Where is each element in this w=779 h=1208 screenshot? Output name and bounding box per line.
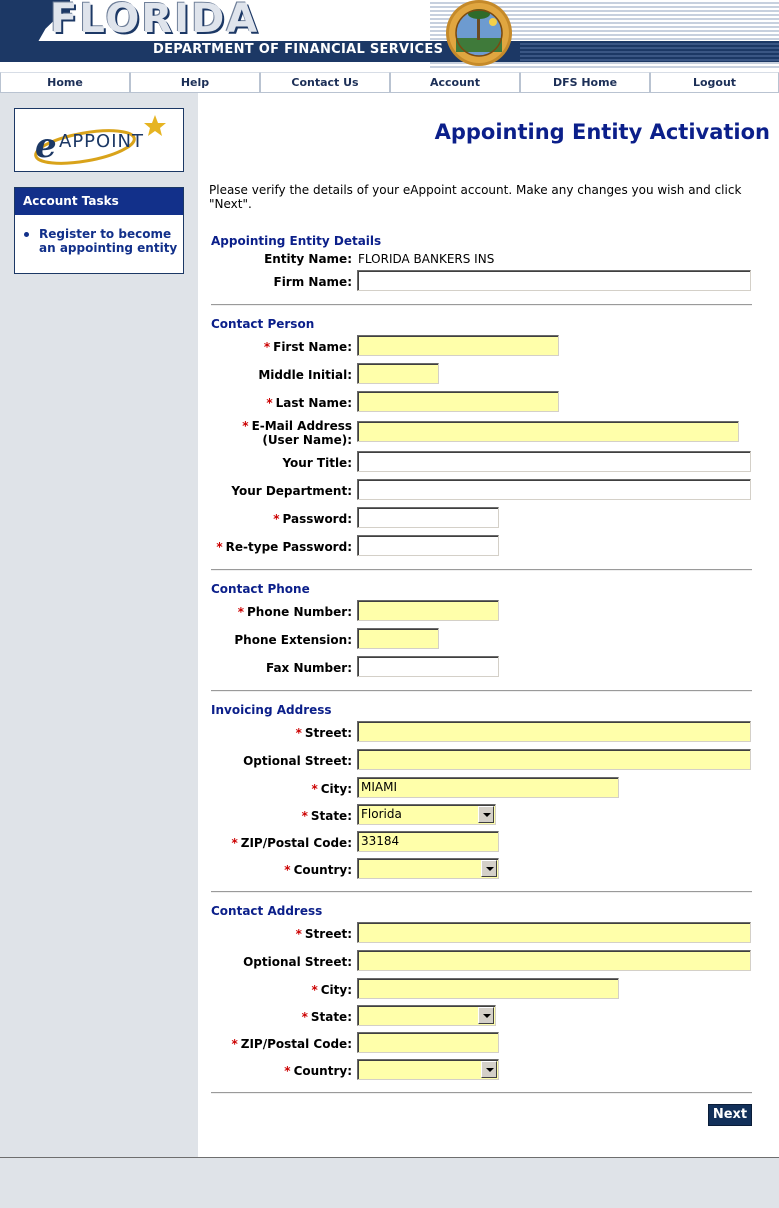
password-input[interactable] (357, 507, 499, 528)
retype-password-label: * Re-type Password: (216, 540, 352, 554)
divider (211, 1092, 752, 1094)
required-marker: * (273, 512, 280, 526)
email-input[interactable] (357, 421, 739, 442)
fax-number-input[interactable] (357, 656, 499, 677)
contact-city-input[interactable] (357, 978, 619, 999)
firm-name-input[interactable] (357, 270, 751, 291)
left-sidebar (0, 93, 198, 1157)
required-marker: * (266, 396, 273, 410)
nav-help[interactable]: Help (130, 72, 260, 93)
contact-country-label: * Country: (284, 1064, 352, 1078)
password-label: * Password: (273, 512, 352, 526)
required-marker: * (242, 419, 249, 433)
contact-state-select[interactable] (357, 1005, 496, 1026)
email-label: * E-Mail Address (User Name): (242, 419, 352, 447)
contact-state-label: * State: (301, 1010, 352, 1024)
chevron-down-icon[interactable] (478, 1007, 494, 1024)
task-register-label: Register to become an appointing entity (39, 227, 178, 255)
task-register-link[interactable] (15, 215, 183, 255)
section-contact-person: Contact Person (211, 317, 315, 331)
firm-name-label: Firm Name: (273, 275, 352, 289)
state-name: FLORIDA (50, 0, 260, 42)
chevron-down-icon[interactable] (478, 806, 494, 823)
required-marker: * (237, 605, 245, 619)
required-marker: * (216, 540, 223, 554)
department-input[interactable] (357, 479, 751, 500)
contact-street-label: * Street: (295, 927, 352, 941)
contact-zip-label: * ZIP/Postal Code: (231, 1037, 352, 1051)
phone-extension-label: Phone Extension: (234, 633, 352, 647)
phone-number-input[interactable] (357, 600, 499, 621)
invoice-zip-input[interactable]: 33184 (357, 831, 499, 852)
invoice-zip-label: * ZIP/Postal Code: (231, 836, 352, 850)
required-marker: * (301, 809, 308, 823)
next-button[interactable]: Next (708, 1104, 752, 1126)
required-marker: * (231, 1037, 238, 1051)
required-marker: * (311, 983, 318, 997)
required-marker: * (295, 726, 302, 740)
page-title: Appointing Entity Activation (434, 120, 770, 144)
divider (211, 690, 752, 692)
required-marker: * (284, 1064, 291, 1078)
title-input[interactable] (357, 451, 751, 472)
nav-dfs-home[interactable]: DFS Home (520, 72, 650, 93)
eappoint-logo-graphic (15, 109, 185, 173)
contact-optional-street-input[interactable] (357, 950, 751, 971)
section-contact-address: Contact Address (211, 904, 323, 918)
title-label: Your Title: (282, 456, 352, 470)
required-marker: * (295, 927, 302, 941)
eappoint-logo (14, 108, 184, 172)
logo-text: APPOINT (59, 131, 144, 152)
required-marker: * (263, 340, 271, 354)
banner-bar-fade (520, 41, 779, 62)
invoice-street-input[interactable] (357, 721, 751, 742)
invoice-optional-street-input[interactable] (357, 749, 751, 770)
state-seal-icon (443, 0, 515, 70)
section-invoicing-address: Invoicing Address (211, 703, 332, 717)
entity-name-label: Entity Name: (264, 252, 352, 266)
invoice-optional-street-label: Optional Street: (243, 754, 352, 768)
middle-initial-label: Middle Initial: (258, 368, 352, 382)
invoice-country-select[interactable] (357, 858, 499, 879)
last-name-label: * Last Name: (266, 396, 352, 410)
phone-extension-input[interactable] (357, 628, 439, 649)
required-marker: * (311, 782, 318, 796)
divider (211, 304, 752, 306)
nav-contact-us[interactable]: Contact Us (260, 72, 390, 93)
nav-account[interactable]: Account (390, 72, 520, 93)
required-marker: * (301, 1010, 308, 1024)
invoice-state-value: Florida (361, 807, 402, 821)
invoice-state-select[interactable] (357, 804, 496, 825)
fax-number-label: Fax Number: (265, 661, 352, 675)
intro-text: Please verify the details of your eAppoint account. Make any changes you wish and click "Next". (209, 183, 742, 211)
contact-optional-street-label: Optional Street: (243, 955, 352, 969)
retype-password-input[interactable] (357, 535, 499, 556)
entity-name-value: FLORIDA BANKERS INS (358, 252, 495, 266)
phone-number-label: * Phone Number: (237, 605, 352, 619)
invoice-city-input[interactable]: MIAMI (357, 777, 619, 798)
last-name-input[interactable] (357, 391, 559, 412)
logo-initial: e (35, 126, 57, 166)
top-navigation (0, 72, 779, 93)
contact-street-input[interactable] (357, 922, 751, 943)
required-marker: * (231, 836, 238, 850)
invoice-street-label: * Street: (295, 726, 352, 740)
department-label: Your Department: (231, 484, 352, 498)
account-tasks-title: Account Tasks (15, 188, 183, 215)
chevron-down-icon[interactable] (481, 860, 497, 877)
contact-country-select[interactable] (357, 1059, 499, 1080)
contact-city-label: * City: (311, 983, 352, 997)
first-name-label: * First Name: (263, 340, 352, 354)
divider (211, 891, 752, 893)
nav-home[interactable]: Home (0, 72, 130, 93)
account-tasks-panel (14, 187, 184, 274)
divider (211, 569, 752, 571)
section-entity-details: Appointing Entity Details (211, 234, 382, 248)
contact-zip-input[interactable] (357, 1032, 499, 1053)
bullet-icon (24, 232, 29, 237)
middle-initial-input[interactable] (357, 363, 439, 384)
chevron-down-icon[interactable] (481, 1061, 497, 1078)
nav-logout[interactable]: Logout (650, 72, 779, 93)
first-name-input[interactable] (357, 335, 559, 356)
department-name: DEPARTMENT OF FINANCIAL SERVICES (153, 42, 444, 57)
page-footer (0, 1157, 779, 1208)
section-contact-phone: Contact Phone (211, 582, 310, 596)
required-marker: * (284, 863, 291, 877)
site-banner (0, 0, 779, 70)
invoice-country-label: * Country: (284, 863, 352, 877)
invoice-city-label: * City: (311, 782, 352, 796)
invoice-state-label: * State: (301, 809, 352, 823)
